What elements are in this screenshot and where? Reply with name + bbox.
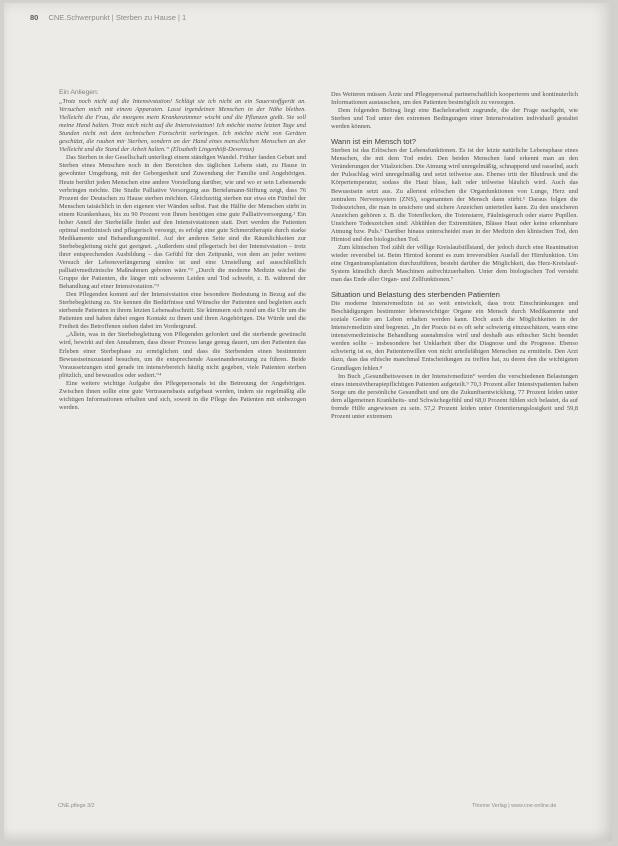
- body-paragraph: Die moderne Intensivmedizin ist so weit entwickelt, dass trotz Einschränkungen und Beschädigungen bestimmter lebenswichtiger Organe ein Mensch durch Medikamente und soziale Geräte am Leben erhalten werden kann. Doch auch die Möglichkeiten in der Intensivmedizin sind begrenzt. „In der Praxis ist es oft sehr schwierig einzuschätzen, wann eine intensivmedizinische Behandlung ausnahmslos wird und deshalb aus ethischer Sicht beendet werden sollte – insbesondere bei Unklarheit über die Diagnose und die Prognose. Ebenso schwierig ist es, den Patientenwillen von nicht urteilsfähigen Menschen zu ermitteln. Den Arzt dazu, dass das ethische manchmal Entscheidungen zu treffen hat, zu deren den die wichtigsten Grundlagen fehlen.⁸: [331, 300, 578, 372]
- left-column: [59, 89, 306, 412]
- body-paragraph: Eine weitere wichtige Aufgabe des Pflegepersonals ist die Betreuung der Angehörigen. Zwischen ihnen sollte eine gute Vertrauensbasis aufgebaut werden, indem sie regelmäßig alle wichtigen Informationen erhalten und sich, soweit in die Pflege des Patienten mit einbezogen werden.: [59, 379, 306, 411]
- body-paragraph: Das Sterben in der Gesellschaft unterliegt einem ständigen Wandel. Früher fanden Geburt und Sterben eines Menschen noch in den Bereichen des täglichen Lebens statt, zu Hause in gewohnter Umgebung, mit der Geborgenheit und Zuwendung der Familie und Angehörigen. Heute berührt jeden Menschen eine andere Vorstellung darüber, wie und wo er sein Lebensende verbringen möchte. Die Studie Palliative Versorgung aus Bertelsmann-Stiftung zeigt, dass 76 Prozent der Deutschen zu Hause sterben möchten. Gleichzeitig sterben nur etwa ein Fünftel der Menschen tatsächlich in den eigenen vier Wänden selbst. Fast die Hälfte der Menschen stirbt in einem Krankenhaus, bis zu 90 Prozent von Ihnen benötigen eine gute Palliativversorgung.¹ Ein hoher Anteil der Sterbefälle findet auf den Intensivstationen statt. Dort werden die Patienten optimal medizinisch und pflegerisch versorgt, es erfolgt eine gute Schmerztherapie durch starke Medikamente und Behandlungsmittel. Auf der anderen Seite sind die Räumlichkeiten zur Sterbebegleitung nicht gut geeignet. „Außerdem sind pflegerisch bei der Intensivstation – trotz ihrer entsprechenden Ausbildung – das Gefühl für den Zeitpunkt, von dem an jeder weitere Versuch der Lebensverlängerung sinnlos ist und eine Umstellung auf ausschließlich palliativmedizinische Maßnahmen geboten wäre.“² „Durch die moderne Medizin wächst die Gruppe der Patienten, die länger mit schweren Leiden und Tod schwebt, z. B. während der Behandlung auf einer Intensivstation.“³: [59, 154, 306, 291]
- quote-intro: Ein Anliegen:: [59, 89, 99, 96]
- body-paragraph: Sterben ist das Erlöschen der Lebensfunktionen. Es ist der letzte natürliche Lebensphase eines Menschen, die mit dem Tod endet. Den beiden Menschen fand erkennt man an den Veränderungen der Vitalzeichen. Die Atmung wird unregelmäßig, schnappend und rasselnd, auch der Pulsschlag wird unregelmäßig und setzt teilweise aus. Ebenso tritt der Blutdruck und die Körpertemperatur, sodass die Haut blass, kalt oder teilweise bläulich wird. Auch das Bewusstsein setzt aus. Zu alleriest erlöschen die Organfunktionen von Lunge, Herz und zentralem Nervensystem (ZNS), sogenannten der Mensch dann stirbt.⁵ Daraus folgen die Todeszeichen, die man in unsichere und sichere Anzeichen unterteilen kann. Zu den unsicheren Anzeichen gehören z. B. die Totenflecken, die Totenstarre, Fäulnisgeruch oder starre Pupillen. Unsichere Todeszeichen sind: Abkühlen der Extremitäten, Blässe Haut oder keine erkennbare Atmung bzw. Puls.⁶ Darüber hinaus unterscheidet man in der Medizin den klinischen Tod, den Hirntod und den biologischen Tod.: [331, 147, 579, 243]
- body-paragraph: Den Pflegenden kommt auf der Intensivstation eine besondere Bedeutung in Bezug auf die Sterbebegleitung zu. Sie kennen die Bedürfnisse und Wünsche der Patienten und begleiten auch sterbende Patienten in ihrem letzten Lebensabschnitt. Sie kümmern sich rund um die Uhr um die Patienten und haben dabei engen Kontakt zu ihnen und ihren Angehörigen. Die Würde und die Freiheit des Betroffenen stehen dabei im Vordergrund.: [59, 291, 306, 331]
- page-sheet: [4, 3, 612, 841]
- body-paragraph: Im Buch „Gesundheitswesen in der Intensivmedizin“ werden die verschiedenen Belastungen eines intensivtherapiepflichtigen Patienten aufgeteilt.⁹ 70,3 Prozent aller Intensivpatienten haben Sorge um die persönliche Gesundheit und um die Zukunftsentwicklung. 77 Prozent leiden unter dem allgemeinen Krankheits- und Schwächegefühl und 68,0 Prozent fühlen sich belastet, da auf fremde Hilfe angewiesen zu sein. 57,2 Prozent leiden unter Orientierungslosigkeit und 59,8 Prozent unter extremem: [331, 372, 578, 420]
- section-heading: Wann ist ein Mensch tot?: [331, 137, 416, 147]
- section-title: CNE.Schwerpunkt | Sterben zu Hause | 1: [48, 13, 187, 22]
- running-header: [30, 13, 186, 22]
- body-paragraph: Des Weiteren müssen Ärzte und Pflegepersonal partnerschaftlich kooperieren und kontinuierlich Informationen austauschen, um den Patienten bestmöglich zu versorgen.: [331, 91, 578, 107]
- right-column: [331, 91, 578, 421]
- body-paragraph: Zum klinischen Tod zählt der völlige Kreislaufstillstand, der jedoch durch eine Reanimation wieder reversibel ist. Beim Hirntod kommt es zum irreversiblen Ausfall der Hirnfunktion. Um eine Organtransplantation durchzuführen, besteht darüber die Möglichkeit, das Herz-Kreislauf-System künstlich durch Maschinen aufrechtzuerhalten. Unter dem biologischen Tod versteht man das Ende aller Organ- und Zellfunktionen.⁷: [331, 243, 578, 284]
- page-number: 80: [30, 13, 39, 22]
- footer-left: CNE.pflege 3/2: [58, 803, 95, 809]
- footer-right: Thieme Verlag | www.cne-online.de: [472, 803, 557, 809]
- body-paragraph: „Allein, was in der Sterbebegleitung von Pflegenden gefordert und die sterbende gewünscht wird, bewirkt auf den Annahmen, dass dieser Prozess lange genug dauert, um den Patienten das Erleben einer Sterbephase zu ermöglichen und dass die Sterbenden einen bestimmten Bewusstseinszustand besuchen, um die entsprechende Auseinandersetzung zu führen. Beide Voraussetzungen sind gerade im intensivbereich häufig nicht gegeben, viele Patienten sterben plötzlich, und bewusstlos oder sediert.“⁴: [59, 331, 306, 379]
- opening-quote: „Trotz noch nicht auf die Intensivstation! Schlägt sie ich nicht an ein Sauerstoffgerät an. Versuchen mich mit einem Apparaten. Lasst irgendeinen Menschen in der Nähe bleiben. Vielleicht die Frau, die morgens mein Krankenzimmer wischt und die Pflanzen gießt. Sie soll meine Hand halten. Trotz mich nicht auf die Intensivstation! Ich möchte meine letzten Tage und Stunden nicht mit dem technischen Fortschritt verbringen. Ich möchte nicht von Geräten geschützt, die rauben mir Sterben, sondern an der Hand eines menschlichen Menschen an der Vielleicht und die Stand der Arbeit halten.“ (Elisabeth Lingenhöft-Devereux): [59, 98, 306, 154]
- section-heading: Situation und Belastung des sterbenden Patienten: [331, 290, 500, 300]
- body-paragraph: Dem folgenden Beitrag liegt eine Bachelorarbeit zugrunde, die der Frage nachgeht, wie Sterben und Tod unter den extremen Bedingungen einer Intensivstation individuell gestaltet werden können.: [331, 107, 578, 131]
